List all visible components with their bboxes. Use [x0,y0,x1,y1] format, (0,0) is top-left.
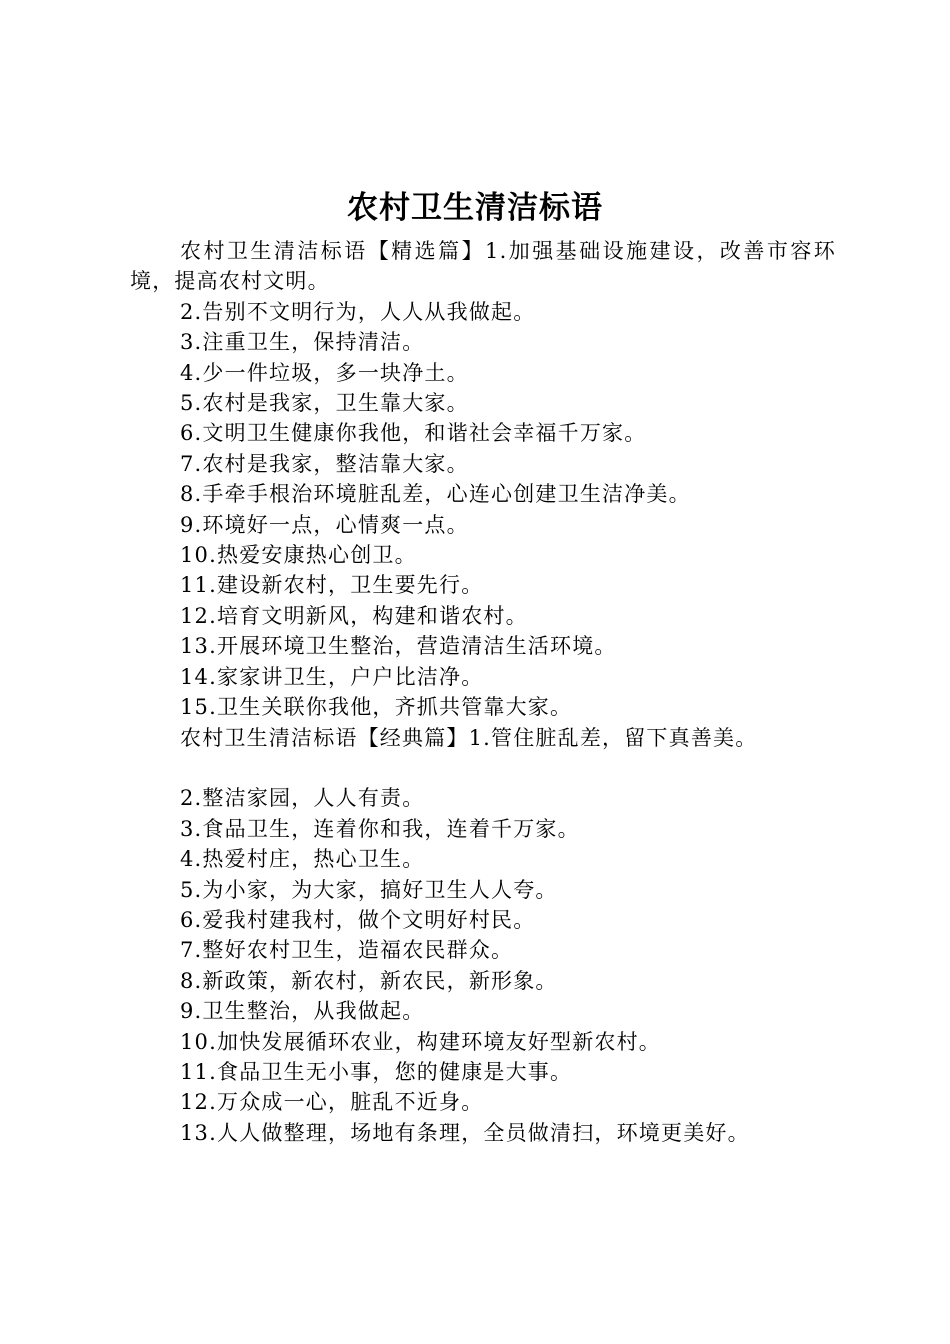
list-item: 7.整好农村卫生，造福农民群众。 [180,938,514,963]
list-item: 4.热爱村庄，热心卫生。 [180,847,425,872]
document-body [130,236,836,1148]
list-item: 6.爱我村建我村，做个文明好村民。 [180,907,536,932]
section2-list [130,783,836,1148]
list-item: 9.环境好一点，心情爽一点。 [180,512,469,537]
section2-intro: 农村卫生清洁标语【经典篇】1.管住脏乱差，留下真善美。 [180,725,758,750]
list-item: 3.注重卫生，保持清洁。 [180,330,425,355]
list-item: 2.整洁家园，人人有责。 [180,786,425,811]
list-item: 10.热爱安康热心创卫。 [180,543,417,568]
list-item: 15.卫生关联你我他，齐抓共管靠大家。 [180,695,573,720]
list-item: 10.加快发展循环农业，构建环境友好型新农村。 [180,1029,661,1054]
list-item: 8.新政策，新农村，新农民，新形象。 [180,968,558,993]
page-title: 农村卫生清洁标语 [347,190,603,226]
blank-line [130,753,836,783]
list-item: 5.为小家，为大家，搞好卫生人人夸。 [180,877,558,902]
list-item: 11.食品卫生无小事，您的健康是大事。 [180,1059,573,1084]
list-item: 12.培育文明新风，构建和谐农村。 [180,603,528,628]
list-item: 8.手牵手根治环境脏乱差，心连心创建卫生洁净美。 [180,482,691,507]
list-item: 14.家家讲卫生，户户比洁净。 [180,664,484,689]
list-item: 13.开展环境卫生整治，营造清洁生活环境。 [180,634,617,659]
list-item: 4.少一件垃圾，多一块净土。 [180,360,469,385]
list-item: 7.农村是我家，整洁靠大家。 [180,451,469,476]
section1-intro: 农村卫生清洁标语【精选篇】1.加强基础设施建设，改善市容环境，提高农村文明。 [130,239,836,294]
section1-list [130,297,836,723]
list-item: 12.万众成一心，脏乱不近身。 [180,1090,484,1115]
list-item: 3.食品卫生，连着你和我，连着千万家。 [180,816,580,841]
list-item: 11.建设新农村，卫生要先行。 [180,573,484,598]
list-item: 9.卫生整治，从我做起。 [180,999,425,1024]
list-item: 5.农村是我家，卫生靠大家。 [180,391,469,416]
list-item: 13.人人做整理，场地有条理，全员做清扫，环境更美好。 [180,1120,750,1145]
list-item: 6.文明卫生健康你我他，和谐社会幸福千万家。 [180,421,647,446]
list-item: 2.告别不文明行为，人人从我做起。 [180,299,536,324]
